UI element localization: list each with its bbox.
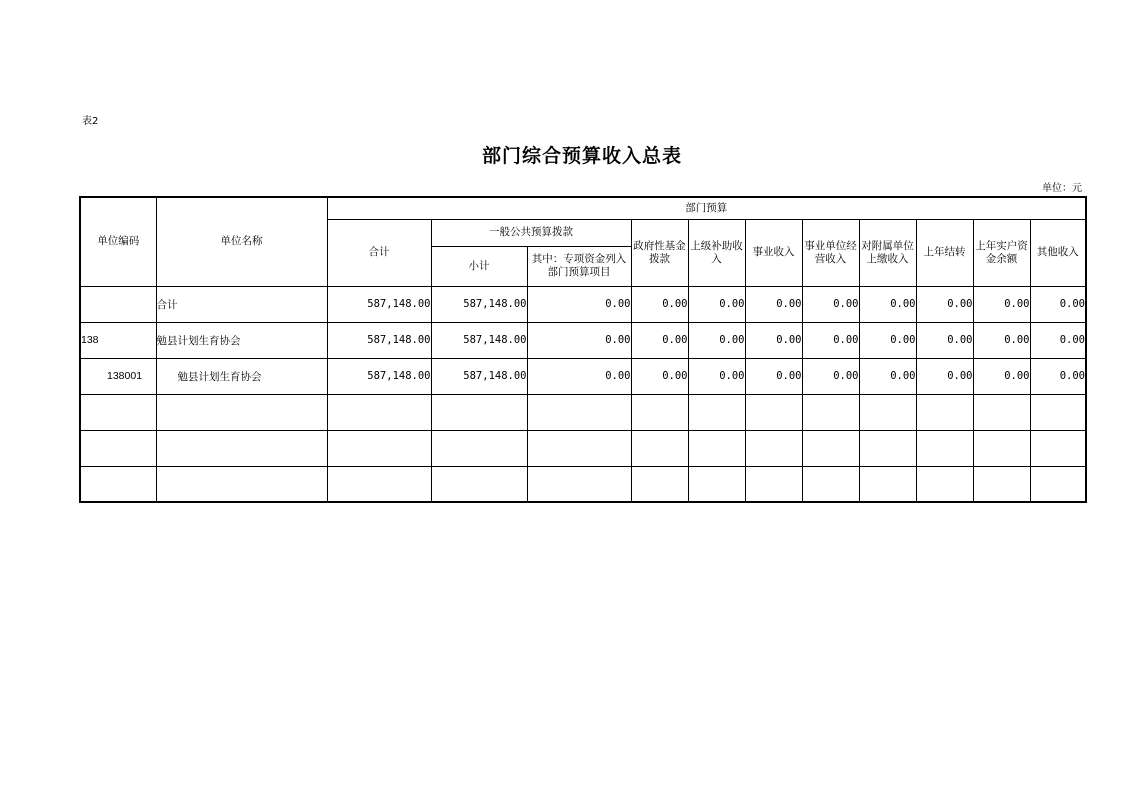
cell-value: 587,148.00: [431, 358, 527, 394]
cell-value: 0.00: [745, 286, 802, 322]
header-general-public: 一般公共预算拨款: [431, 219, 631, 246]
cell-value: 0.00: [1030, 322, 1086, 358]
empty-row: [80, 466, 1086, 502]
cell-value: 0.00: [631, 358, 688, 394]
header-total: 合计: [327, 219, 431, 286]
table-row: [80, 358, 1086, 394]
cell-value: 0.00: [745, 358, 802, 394]
cell-value: 0.00: [916, 286, 973, 322]
unit-label: 单位：元: [1042, 183, 1082, 194]
cell-value: 0.00: [802, 358, 859, 394]
cell-value: 0.00: [527, 286, 631, 322]
cell-value: 0.00: [916, 358, 973, 394]
header-gov-fund: 政府性基金拨款: [631, 219, 688, 286]
cell-value: 0.00: [973, 286, 1030, 322]
cell-value: 0.00: [916, 322, 973, 358]
header-special-funds: 其中：专项资金列入部门预算项目: [527, 246, 631, 286]
cell-value: 587,148.00: [431, 322, 527, 358]
cell-name: 勉县计划生育协会: [156, 358, 327, 394]
budget-table: [79, 196, 1087, 503]
header-prior-year-balance: 上年实户资金余额: [973, 219, 1030, 286]
header-superior-subsidy: 上级补助收入: [688, 219, 745, 286]
header-other-income: 其他收入: [1030, 219, 1086, 286]
cell-value: 587,148.00: [431, 286, 527, 322]
header-business-income: 事业收入: [745, 219, 802, 286]
cell-value: 0.00: [688, 358, 745, 394]
cell-value: 587,148.00: [327, 322, 431, 358]
cell-value: 0.00: [802, 322, 859, 358]
cell-value: 0.00: [527, 322, 631, 358]
cell-value: 0.00: [527, 358, 631, 394]
empty-row: [80, 394, 1086, 430]
cell-value: 0.00: [631, 286, 688, 322]
header-dept-budget: 部门预算: [327, 197, 1086, 219]
cell-value: 0.00: [1030, 358, 1086, 394]
cell-code: 138001: [80, 358, 156, 394]
cell-value: 0.00: [631, 322, 688, 358]
cell-value: 0.00: [973, 322, 1030, 358]
header-subtotal: 小计: [431, 246, 527, 286]
cell-value: 0.00: [859, 358, 916, 394]
page-title: 部门综合预算收入总表: [481, 145, 682, 167]
table-row: [80, 286, 1086, 322]
cell-value: 0.00: [973, 358, 1030, 394]
header-operating-income: 事业单位经营收入: [802, 219, 859, 286]
table-label: 表2: [82, 116, 99, 127]
cell-value: 0.00: [802, 286, 859, 322]
cell-value: 0.00: [745, 322, 802, 358]
table-row: [80, 322, 1086, 358]
cell-value: 0.00: [859, 322, 916, 358]
cell-value: 0.00: [688, 322, 745, 358]
empty-row: [80, 430, 1086, 466]
header-unit-name: 单位名称: [156, 197, 327, 286]
cell-code: 138: [80, 322, 156, 358]
cell-name: 勉县计划生育协会: [156, 322, 327, 358]
cell-code: [80, 286, 156, 322]
header-unit-code: 单位编码: [80, 197, 156, 286]
cell-value: 0.00: [688, 286, 745, 322]
header-prior-year-carryover: 上年结转: [916, 219, 973, 286]
cell-value: 587,148.00: [327, 358, 431, 394]
cell-value: 0.00: [859, 286, 916, 322]
header-affiliated-income: 对附属单位上缴收入: [859, 219, 916, 286]
cell-value: 0.00: [1030, 286, 1086, 322]
cell-value: 587,148.00: [327, 286, 431, 322]
cell-name: 合计: [156, 286, 327, 322]
